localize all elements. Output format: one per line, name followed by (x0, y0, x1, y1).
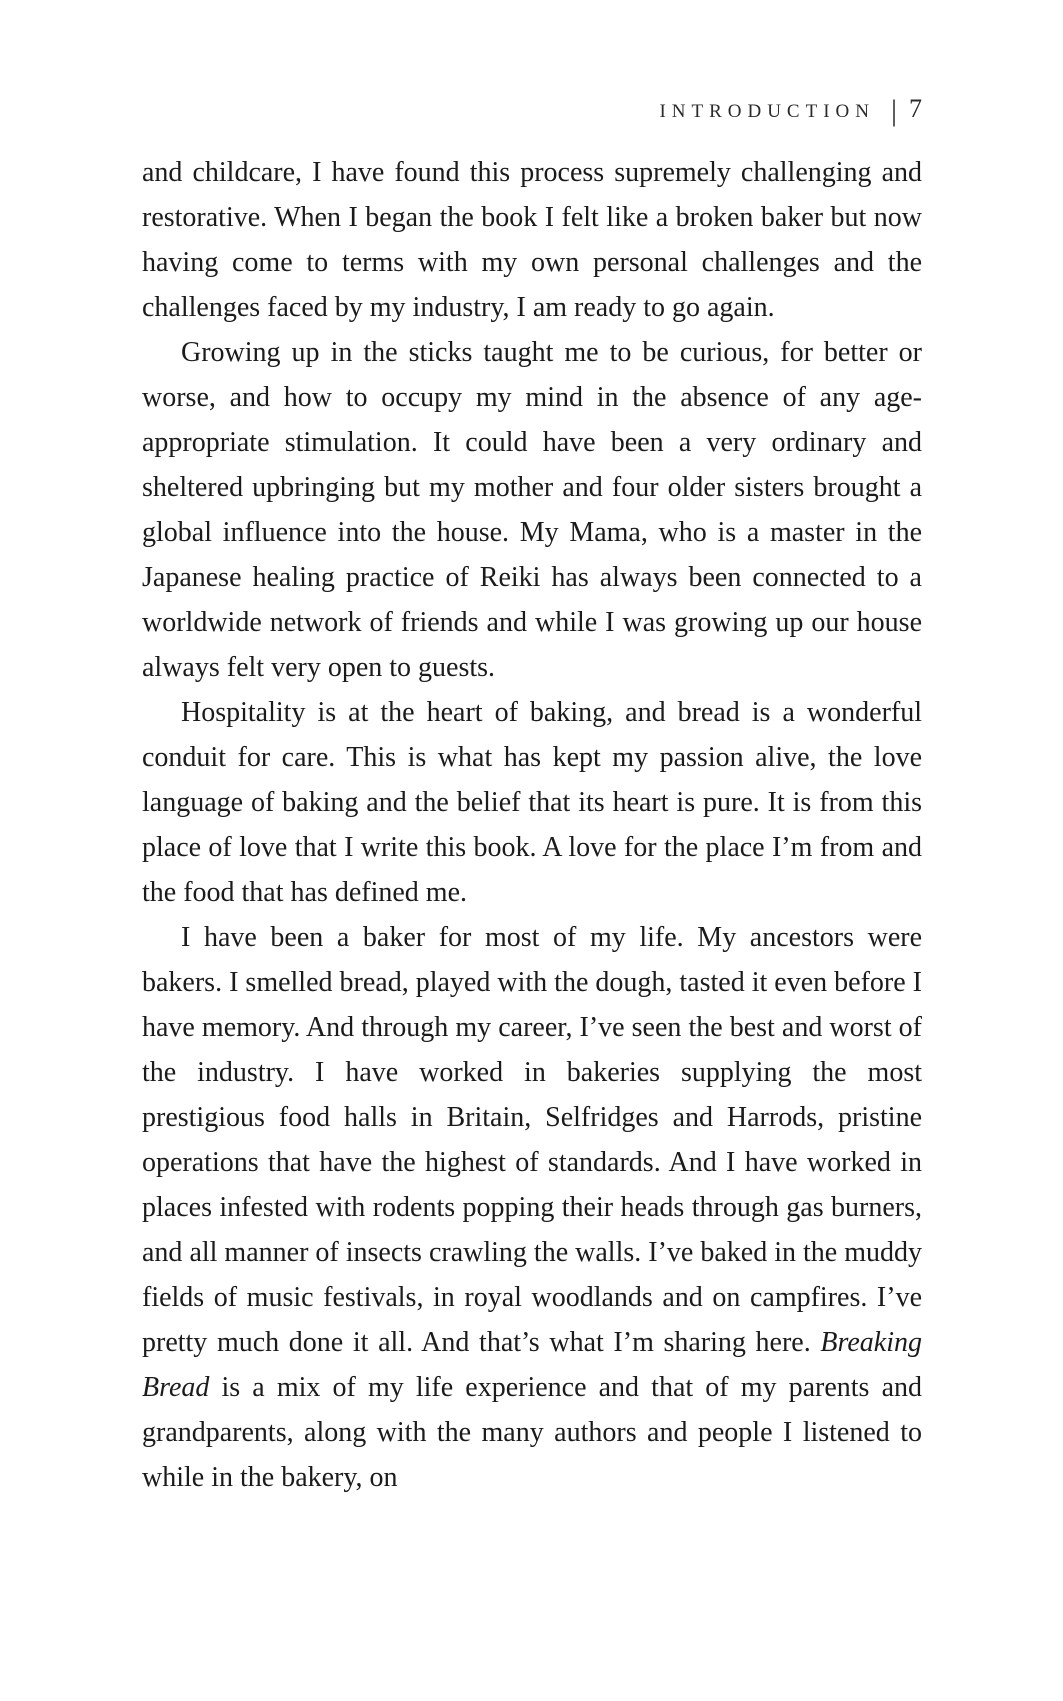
paragraph-text: Hospitality is at the heart of baking, and bread is a wonderful conduit for care. This is what has kept my passion alive, the love language of baking and the belief that its heart is pure. It is from this place of love that I write this book. A love for the place I’m from and the food that has defined me. (142, 697, 922, 908)
paragraph-text: I have been a baker for most of my life. My ancestors were bakers. I smelled bread, played with the dough, tasted it even before I have memory. And through my career, I’ve seen the best and worst of the industry. I have worked in bakeries supplying the most prestigious food halls in Britain, Selfridges and Harrods, pristine operations that have the highest of standards. And I have worked in places infested with rodents popping their heads through gas burners, and all manner of insects crawling the walls. I’ve baked in the muddy fields of music festivals, in royal woodlands and on campfires. I’ve pretty much done it all. And that’s what I’m sharing here. (142, 922, 922, 1358)
paragraph (142, 150, 922, 330)
paragraph (142, 690, 922, 915)
paragraph-text: is a mix of my life experience and that of my parents and grandparents, along with the many authors and people I listened to while in the bakery, on (142, 1372, 922, 1493)
paragraph-text: and childcare, I have found this process supremely challenging and restorative. When I began the book I felt like a broken baker but now having come to terms with my own personal challenges and the challenges faced by my industry, I am ready to go again. (142, 157, 922, 323)
paragraph (142, 915, 922, 1500)
book-title-italic: Breaking Bread (142, 1327, 922, 1403)
header-separator: | (890, 94, 897, 127)
running-header (142, 94, 922, 128)
paragraph (142, 330, 922, 690)
page-number: 7 (909, 94, 922, 123)
page-body (142, 150, 922, 1500)
paragraph-text: Growing up in the sticks taught me to be curious, for better or worse, and how to occupy my mind in the absence of any age-appropriate stimulation. It could have been a very ordinary and sheltered upbringing but my mother and four older sisters brought a global influence into the house. My Mama, who is a master in the Japanese healing practice of Reiki has always been connected to a worldwide network of friends and while I was growing up our house always felt very open to guests. (142, 337, 922, 683)
section-title: INTRODUCTION (659, 101, 875, 122)
